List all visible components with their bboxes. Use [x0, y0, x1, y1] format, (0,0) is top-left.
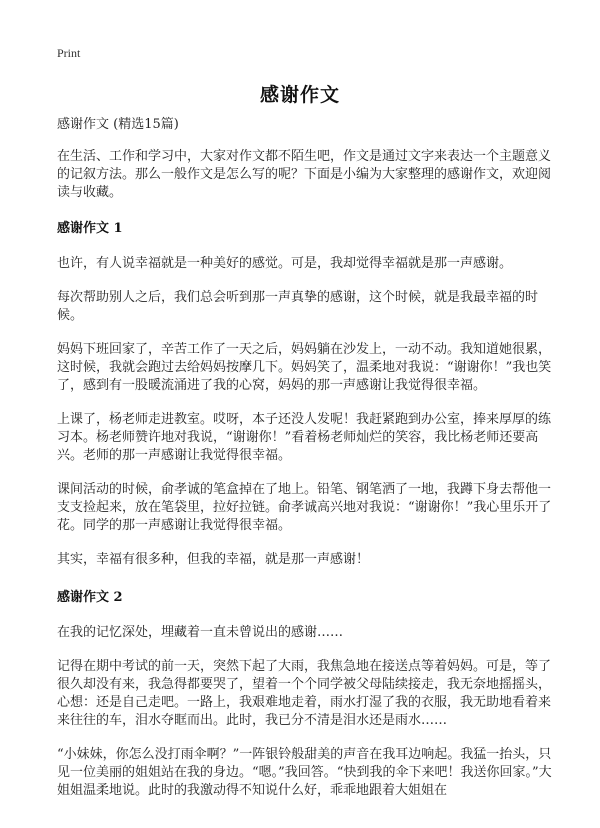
paragraph: 也许，有人说幸福就是一种美好的感觉。可是，我却觉得幸福就是那一声感谢。: [57, 256, 513, 271]
paragraph: “小妹妹，你怎么没打雨伞啊？”一阵银铃般甜美的声音在我耳边响起。我猛一抬头，只见一位美丽的姐姐站在我的身边。“嗯。”我回答。“快到我的伞下来吧！我送你回家。”大姐姐温柔地说。此时的我激动得不知说什么好，乖乖地跟着大姐姐在: [57, 747, 552, 798]
paragraph: 每次帮助别人之后，我们总会听到那一声真挚的感谢，这个时候，就是我最幸福的时候。: [57, 290, 539, 323]
article-body: [57, 116, 552, 816]
paragraph: 上课了，杨老师走进教室。哎呀，本子还没人发呢！我赶紧跑到办公室，捧来厚厚的练习本。杨老师赞许地对我说，“谢谢你！”看着杨老师灿烂的笑容，我比杨老师还要高兴。老师的那一声感谢让我觉得很幸福。: [57, 412, 552, 463]
paragraph: 在我的记忆深处，埋藏着一直未曾说出的感谢……: [57, 625, 344, 640]
paragraph: 记得在期中考试的前一天，突然下起了大雨，我焦急地在接送点等着妈妈。可是，等了很久却没有来，我急得都要哭了，望着一个个同学被父母陆续接走，我无奈地摇摇头，心想：还是自己走吧。一路上，我艰难地走着，雨水打湿了我的衣服，我无助地看着来来往往的车，泪水夺眶而出。此时，我已分不清是泪水还是雨水……: [57, 659, 552, 728]
paragraph: 其实，幸福有很多种，但我的幸福，就是那一声感谢！: [57, 552, 370, 567]
section-heading: 感谢作文 2: [57, 590, 123, 605]
article-subtitle: 感谢作文 (精选15篇): [57, 117, 179, 132]
print-link[interactable]: Print: [57, 46, 81, 60]
paragraph: 妈妈下班回家了，辛苦工作了一天之后，妈妈躺在沙发上，一动不动。我知道她很累，这时候，我就会跑过去给妈妈按摩几下。妈妈笑了，温柔地对我说：“谢谢你！”我也笑了，感到有一股暖流涌进了我的心窝，妈妈的那一声感谢让我觉得很幸福。: [57, 342, 552, 393]
page-title: 感谢作文: [259, 84, 340, 106]
paragraph: 课间活动的时候，俞孝诚的笔盒掉在了地上。铅笔、钢笔洒了一地，我蹲下身去帮他一支支捡起来，放在笔袋里，拉好拉链。俞孝诚高兴地对我说：“谢谢你！”我心里乐开了花。同学的那一声感谢让我觉得很幸福。: [57, 482, 552, 533]
intro-paragraph: 在生活、工作和学习中，大家对作文都不陌生吧，作文是通过文字来表达一个主题意义的记叙方法。那么一般作文是怎么写的呢？下面是小编为大家整理的感谢作文，欢迎阅读与收藏。: [57, 149, 552, 200]
section-heading: 感谢作文 1: [57, 221, 123, 236]
